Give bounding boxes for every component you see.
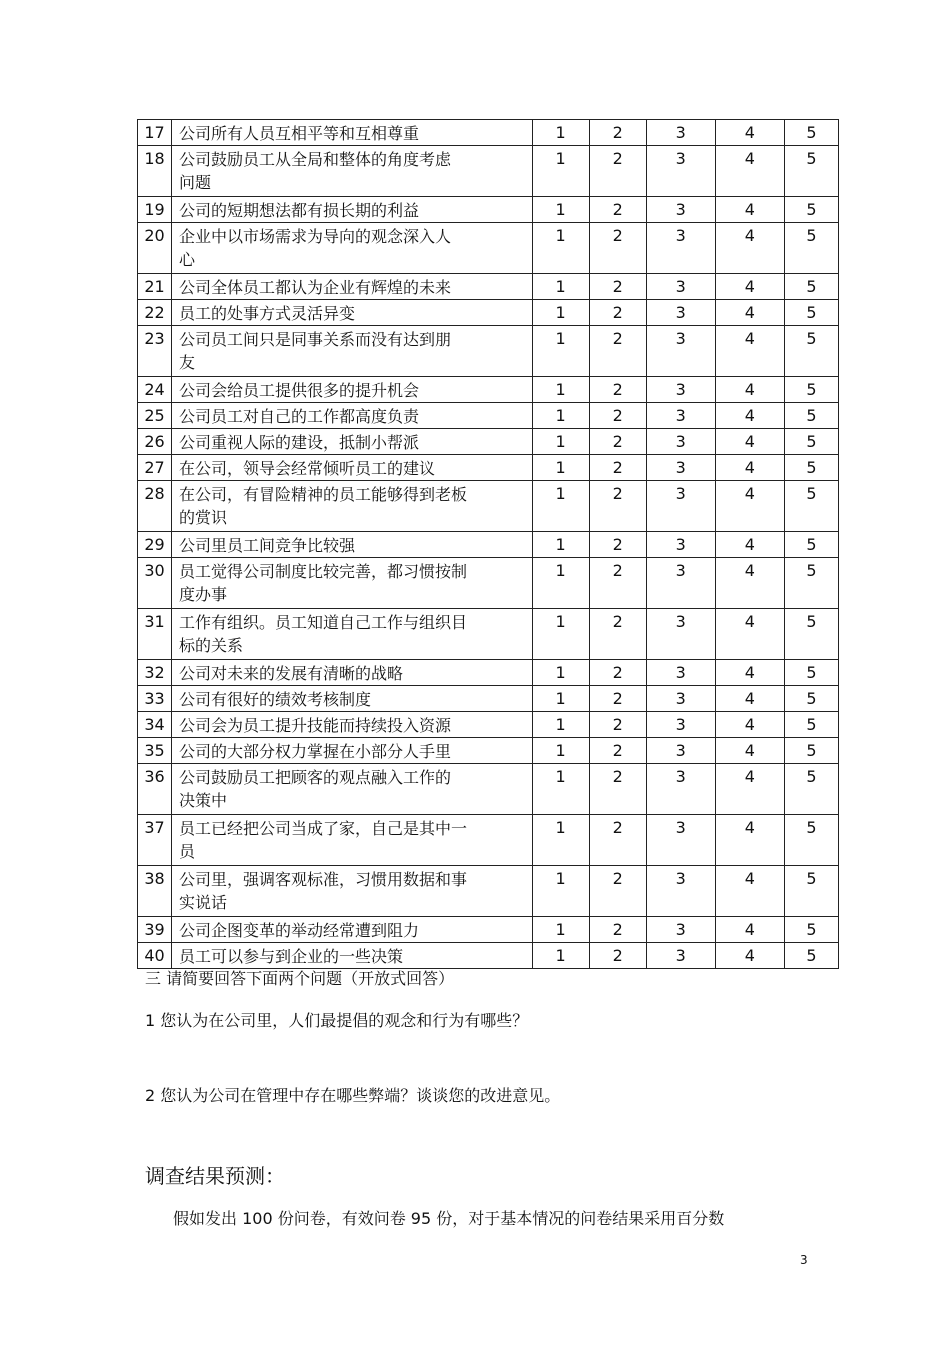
scale-option-3[interactable]: 3 [646, 300, 715, 326]
scale-option-1[interactable]: 1 [532, 764, 589, 815]
scale-option-2[interactable]: 2 [589, 943, 646, 969]
item-number: 36 [138, 764, 172, 815]
scale-option-4[interactable]: 4 [715, 300, 784, 326]
scale-option-5[interactable]: 5 [784, 738, 838, 764]
scale-option-5[interactable]: 5 [784, 197, 838, 223]
scale-option-2[interactable]: 2 [589, 223, 646, 274]
item-statement: 公司对未来的发展有清晰的战略 [172, 660, 533, 686]
item-statement: 公司里员工间竞争比较强 [172, 532, 533, 558]
scale-option-2[interactable]: 2 [589, 403, 646, 429]
table-row [138, 917, 839, 943]
scale-option-5[interactable]: 5 [784, 943, 838, 969]
table-row [138, 609, 839, 660]
scale-option-2[interactable]: 2 [589, 686, 646, 712]
scale-option-4[interactable]: 4 [715, 738, 784, 764]
scale-option-1[interactable]: 1 [532, 943, 589, 969]
scale-option-3[interactable]: 3 [646, 609, 715, 660]
item-statement: 员工觉得公司制度比较完善，都习惯按制 度办事 [172, 558, 533, 609]
scale-option-5[interactable]: 5 [784, 300, 838, 326]
scale-option-2[interactable]: 2 [589, 815, 646, 866]
item-number: 18 [138, 146, 172, 197]
scale-option-1[interactable]: 1 [532, 146, 589, 197]
item-statement: 企业中以市场需求为导向的观念深入人 心 [172, 223, 533, 274]
scale-option-2[interactable]: 2 [589, 660, 646, 686]
scale-option-3[interactable]: 3 [646, 274, 715, 300]
scale-option-3[interactable]: 3 [646, 660, 715, 686]
scale-option-2[interactable]: 2 [589, 146, 646, 197]
table-row [138, 738, 839, 764]
item-number: 28 [138, 481, 172, 532]
scale-option-1[interactable]: 1 [532, 197, 589, 223]
scale-option-5[interactable]: 5 [784, 429, 838, 455]
scale-option-2[interactable]: 2 [589, 120, 646, 146]
item-number: 20 [138, 223, 172, 274]
item-number: 25 [138, 403, 172, 429]
scale-option-5[interactable]: 5 [784, 686, 838, 712]
item-number: 33 [138, 686, 172, 712]
item-number: 39 [138, 917, 172, 943]
scale-option-5[interactable]: 5 [784, 223, 838, 274]
scale-option-3[interactable]: 3 [646, 429, 715, 455]
scale-option-1[interactable]: 1 [532, 815, 589, 866]
scale-option-3[interactable]: 3 [646, 481, 715, 532]
scale-option-3[interactable]: 3 [646, 738, 715, 764]
scale-option-5[interactable]: 5 [784, 481, 838, 532]
item-number: 21 [138, 274, 172, 300]
item-statement: 公司会为员工提升技能而持续投入资源 [172, 712, 533, 738]
table-row [138, 377, 839, 403]
scale-option-5[interactable]: 5 [784, 120, 838, 146]
scale-option-1[interactable]: 1 [532, 403, 589, 429]
results-body: 假如发出 100 份问卷，有效问卷 95 份，对于基本情况的问卷结果采用百分数 [173, 1209, 725, 1228]
item-number: 40 [138, 943, 172, 969]
item-number: 37 [138, 815, 172, 866]
scale-option-1[interactable]: 1 [532, 738, 589, 764]
scale-option-1[interactable]: 1 [532, 120, 589, 146]
open-question-1: 1 您认为在公司里，人们最提倡的观念和行为有哪些？ [145, 1011, 529, 1030]
scale-option-4[interactable]: 4 [715, 223, 784, 274]
item-statement: 公司员工间只是同事关系而没有达到朋 友 [172, 326, 533, 377]
table-row [138, 532, 839, 558]
scale-option-2[interactable]: 2 [589, 764, 646, 815]
section-heading: 三 请简要回答下面两个问题（开放式回答） [145, 969, 455, 988]
table-row [138, 326, 839, 377]
scale-option-3[interactable]: 3 [646, 120, 715, 146]
scale-option-2[interactable]: 2 [589, 300, 646, 326]
scale-option-1[interactable]: 1 [532, 660, 589, 686]
scale-option-5[interactable]: 5 [784, 532, 838, 558]
scale-option-3[interactable]: 3 [646, 197, 715, 223]
scale-option-2[interactable]: 2 [589, 429, 646, 455]
scale-option-4[interactable]: 4 [715, 609, 784, 660]
table-row [138, 686, 839, 712]
scale-option-2[interactable]: 2 [589, 481, 646, 532]
scale-option-3[interactable]: 3 [646, 943, 715, 969]
table-row [138, 403, 839, 429]
scale-option-1[interactable]: 1 [532, 377, 589, 403]
item-statement: 公司会给员工提供很多的提升机会 [172, 377, 533, 403]
survey-table [137, 119, 839, 969]
scale-option-5[interactable]: 5 [784, 866, 838, 917]
table-row [138, 815, 839, 866]
scale-option-5[interactable]: 5 [784, 712, 838, 738]
item-number: 31 [138, 609, 172, 660]
scale-option-4[interactable]: 4 [715, 377, 784, 403]
scale-option-2[interactable]: 2 [589, 197, 646, 223]
item-number: 24 [138, 377, 172, 403]
item-statement: 员工的处事方式灵活异变 [172, 300, 533, 326]
scale-option-2[interactable]: 2 [589, 866, 646, 917]
item-statement: 在公司，有冒险精神的员工能够得到老板 的赏识 [172, 481, 533, 532]
scale-option-5[interactable]: 5 [784, 558, 838, 609]
results-title: 调查结果预测： [145, 1164, 285, 1188]
scale-option-5[interactable]: 5 [784, 146, 838, 197]
scale-option-3[interactable]: 3 [646, 146, 715, 197]
scale-option-3[interactable]: 3 [646, 377, 715, 403]
scale-option-2[interactable]: 2 [589, 738, 646, 764]
scale-option-4[interactable]: 4 [715, 146, 784, 197]
table-row [138, 429, 839, 455]
scale-option-4[interactable]: 4 [715, 403, 784, 429]
scale-option-3[interactable]: 3 [646, 815, 715, 866]
scale-option-5[interactable]: 5 [784, 917, 838, 943]
table-row [138, 660, 839, 686]
scale-option-2[interactable]: 2 [589, 558, 646, 609]
scale-option-1[interactable]: 1 [532, 300, 589, 326]
scale-option-3[interactable]: 3 [646, 326, 715, 377]
item-statement: 在公司，领导会经常倾听员工的建议 [172, 455, 533, 481]
item-statement: 员工已经把公司当成了家，自己是其中一 员 [172, 815, 533, 866]
scale-option-4[interactable]: 4 [715, 764, 784, 815]
item-statement: 工作有组织。员工知道自己工作与组织目 标的关系 [172, 609, 533, 660]
item-number: 38 [138, 866, 172, 917]
scale-option-1[interactable]: 1 [532, 481, 589, 532]
item-statement: 公司重视人际的建设，抵制小帮派 [172, 429, 533, 455]
table-row [138, 300, 839, 326]
item-statement: 公司全体员工都认为企业有辉煌的未来 [172, 274, 533, 300]
item-statement: 公司里，强调客观标准，习惯用数据和事 实说话 [172, 866, 533, 917]
scale-option-3[interactable]: 3 [646, 223, 715, 274]
scale-option-3[interactable]: 3 [646, 712, 715, 738]
item-number: 17 [138, 120, 172, 146]
scale-option-1[interactable]: 1 [532, 326, 589, 377]
item-number: 35 [138, 738, 172, 764]
scale-option-2[interactable]: 2 [589, 377, 646, 403]
item-number: 22 [138, 300, 172, 326]
scale-option-4[interactable]: 4 [715, 120, 784, 146]
item-statement: 公司有很好的绩效考核制度 [172, 686, 533, 712]
scale-option-4[interactable]: 4 [715, 866, 784, 917]
scale-option-4[interactable]: 4 [715, 455, 784, 481]
table-row [138, 274, 839, 300]
scale-option-3[interactable]: 3 [646, 532, 715, 558]
scale-option-5[interactable]: 5 [784, 609, 838, 660]
table-row [138, 120, 839, 146]
scale-option-1[interactable]: 1 [532, 866, 589, 917]
scale-option-5[interactable]: 5 [784, 815, 838, 866]
scale-option-4[interactable]: 4 [715, 274, 784, 300]
open-question-2: 2 您认为公司在管理中存在哪些弊端？谈谈您的改进意见。 [145, 1086, 561, 1105]
scale-option-4[interactable]: 4 [715, 429, 784, 455]
scale-option-2[interactable]: 2 [589, 326, 646, 377]
scale-option-2[interactable]: 2 [589, 712, 646, 738]
scale-option-5[interactable]: 5 [784, 403, 838, 429]
scale-option-1[interactable]: 1 [532, 712, 589, 738]
scale-option-3[interactable]: 3 [646, 455, 715, 481]
item-statement: 公司鼓励员工把顾客的观点融入工作的 决策中 [172, 764, 533, 815]
scale-option-2[interactable]: 2 [589, 917, 646, 943]
item-statement: 公司所有人员互相平等和互相尊重 [172, 120, 533, 146]
scale-option-2[interactable]: 2 [589, 455, 646, 481]
scale-option-3[interactable]: 3 [646, 866, 715, 917]
scale-option-4[interactable]: 4 [715, 558, 784, 609]
scale-option-5[interactable]: 5 [784, 455, 838, 481]
table-row [138, 481, 839, 532]
item-number: 26 [138, 429, 172, 455]
table-row [138, 866, 839, 917]
scale-option-4[interactable]: 4 [715, 917, 784, 943]
scale-option-3[interactable]: 3 [646, 764, 715, 815]
table-row [138, 455, 839, 481]
scale-option-1[interactable]: 1 [532, 917, 589, 943]
scale-option-2[interactable]: 2 [589, 609, 646, 660]
item-number: 32 [138, 660, 172, 686]
item-number: 23 [138, 326, 172, 377]
scale-option-4[interactable]: 4 [715, 326, 784, 377]
scale-option-3[interactable]: 3 [646, 686, 715, 712]
item-number: 19 [138, 197, 172, 223]
scale-option-4[interactable]: 4 [715, 197, 784, 223]
table-row [138, 197, 839, 223]
scale-option-4[interactable]: 4 [715, 815, 784, 866]
item-number: 34 [138, 712, 172, 738]
table-row [138, 712, 839, 738]
scale-option-1[interactable]: 1 [532, 223, 589, 274]
table-row [138, 223, 839, 274]
item-statement: 公司的短期想法都有损长期的利益 [172, 197, 533, 223]
scale-option-3[interactable]: 3 [646, 403, 715, 429]
scale-option-1[interactable]: 1 [532, 429, 589, 455]
scale-option-1[interactable]: 1 [532, 274, 589, 300]
scale-option-1[interactable]: 1 [532, 609, 589, 660]
scale-option-5[interactable]: 5 [784, 660, 838, 686]
item-number: 29 [138, 532, 172, 558]
item-number: 27 [138, 455, 172, 481]
scale-option-2[interactable]: 2 [589, 274, 646, 300]
scale-option-1[interactable]: 1 [532, 686, 589, 712]
scale-option-5[interactable]: 5 [784, 377, 838, 403]
scale-option-4[interactable]: 4 [715, 481, 784, 532]
item-statement: 公司的大部分权力掌握在小部分人手里 [172, 738, 533, 764]
table-row [138, 764, 839, 815]
scale-option-1[interactable]: 1 [532, 532, 589, 558]
scale-option-2[interactable]: 2 [589, 532, 646, 558]
scale-option-4[interactable]: 4 [715, 943, 784, 969]
table-row [138, 943, 839, 969]
scale-option-3[interactable]: 3 [646, 558, 715, 609]
scale-option-4[interactable]: 4 [715, 686, 784, 712]
scale-option-5[interactable]: 5 [784, 764, 838, 815]
scale-option-4[interactable]: 4 [715, 660, 784, 686]
table-row [138, 558, 839, 609]
scale-option-1[interactable]: 1 [532, 558, 589, 609]
scale-option-1[interactable]: 1 [532, 455, 589, 481]
scale-option-5[interactable]: 5 [784, 326, 838, 377]
table-row [138, 146, 839, 197]
scale-option-5[interactable]: 5 [784, 274, 838, 300]
item-statement: 公司鼓励员工从全局和整体的角度考虑 问题 [172, 146, 533, 197]
item-statement: 公司员工对自己的工作都高度负责 [172, 403, 533, 429]
scale-option-4[interactable]: 4 [715, 712, 784, 738]
item-number: 30 [138, 558, 172, 609]
scale-option-4[interactable]: 4 [715, 532, 784, 558]
item-statement: 公司企图变革的举动经常遭到阻力 [172, 917, 533, 943]
item-statement: 员工可以参与到企业的一些决策 [172, 943, 533, 969]
page-number: 3 [800, 1253, 808, 1267]
survey-table-body [138, 120, 839, 969]
scale-option-3[interactable]: 3 [646, 917, 715, 943]
